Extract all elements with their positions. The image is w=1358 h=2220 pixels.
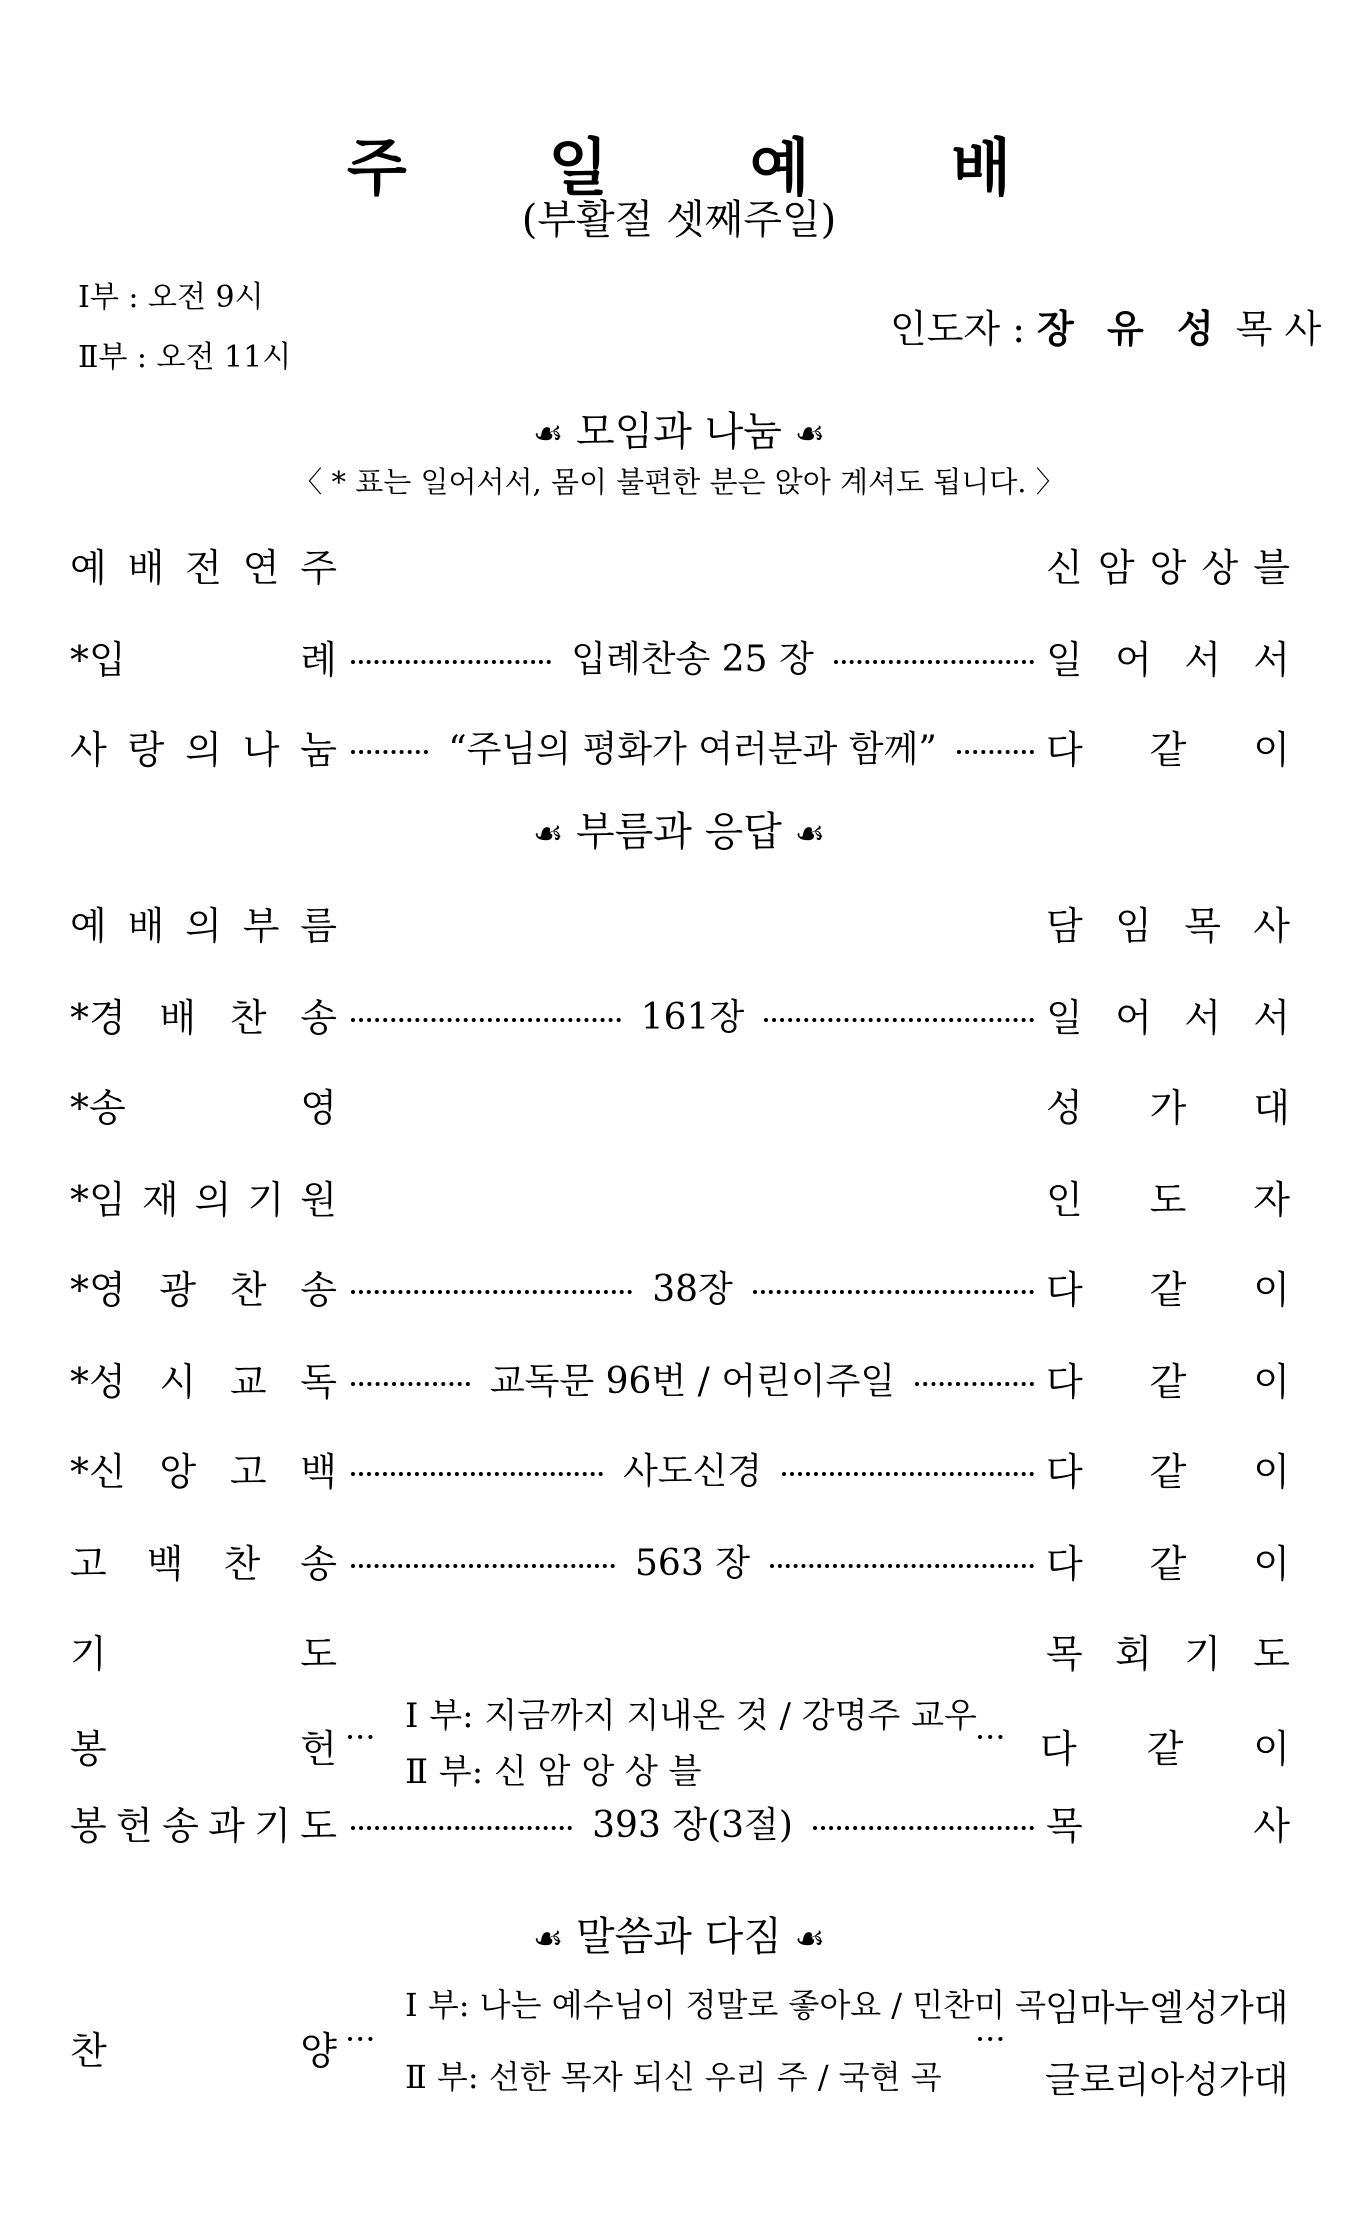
anthem-choir-1: 임마누엘성가대 (1045, 1988, 1289, 2029)
service-time-2: Ⅱ부 : 오전 11시 (78, 340, 292, 375)
anthem-line-2: Ⅱ 부: 선한 목자 되신 우리 주 / 국현 곡 (405, 2058, 942, 2096)
item-responsible: 다 같 이 (1046, 727, 1290, 772)
item-responsible: 다 같 이 (1046, 1449, 1290, 1494)
leader-title: 목 사 (1223, 307, 1322, 351)
ornament-icon: ☙ (794, 814, 826, 854)
item-name: 예 배 의 부 름 (70, 903, 337, 948)
item-name: *입 례 (70, 637, 337, 682)
item-responsible: 일 어 서 서 (1046, 995, 1290, 1040)
leader-name: 장 유 성 (1037, 306, 1224, 351)
ornament-icon: ☙ (794, 1919, 826, 1959)
item-responsible: 다 같 이 (1046, 1541, 1290, 1586)
offering-right: 다 같 이 (1040, 1727, 1290, 1771)
item-responsible: 목 사 (1046, 1803, 1290, 1848)
item-name: *성 시 교 독 (70, 1359, 337, 1404)
service-time-1: Ⅰ부 : 오전 9시 (78, 280, 264, 315)
anthem-lines (405, 1980, 1046, 2108)
item-responsible: 성 가 대 (1046, 1085, 1290, 1130)
section-gathering (0, 400, 1358, 457)
item-name: 예 배 전 연 주 (70, 545, 337, 590)
item-name: 고 백 찬 송 (70, 1541, 337, 1586)
offering-line-1: Ⅰ 부: 지금까지 지내온 것 / 강명주 교우 (405, 1696, 977, 1736)
item-responsible: 신 암 앙 상 블 (1046, 545, 1290, 590)
item-responsible: 인 도 자 (1046, 1177, 1290, 1222)
order-row (70, 1074, 1290, 1134)
item-detail: 38장 (652, 1268, 733, 1310)
item-responsible: 다 같 이 (1046, 1359, 1290, 1404)
order-row (70, 1438, 1290, 1498)
item-name: *영 광 찬 송 (70, 1267, 337, 1312)
standing-note: 〈 * 표는 일어서서, 몸이 불편한 분은 앉아 계셔도 됩니다. 〉 (293, 465, 1065, 499)
leader-label: 인도자 : (890, 307, 1038, 351)
item-name: 봉 헌 송 과 기 도 (70, 1803, 337, 1848)
item-responsible: 담 임 목 사 (1046, 903, 1290, 948)
item-detail: 563 장 (635, 1542, 750, 1584)
item-name: *송 영 (70, 1085, 337, 1130)
ornament-icon: ☙ (532, 814, 564, 854)
order-row (70, 1166, 1290, 1226)
item-responsible: 목 회 기 도 (1046, 1631, 1290, 1676)
section-title: 부름과 응답 (576, 809, 782, 855)
item-name: 사 랑 의 나 눔 (70, 727, 337, 772)
item-detail: 입례찬송 25 장 (571, 638, 814, 680)
order-row (70, 1620, 1290, 1680)
anthem-line-1: Ⅰ 부: 나는 예수님이 정말로 좋아요 / 민찬미 곡 (405, 1986, 1047, 2024)
ornament-icon: ☙ (794, 414, 826, 454)
item-responsible: 다 같 이 (1046, 1267, 1290, 1312)
page-subtitle: (부활절 셋째주일) (521, 197, 837, 243)
item-detail: 393 장(3절) (592, 1804, 793, 1846)
order-row (70, 1530, 1290, 1590)
order-row (70, 892, 1290, 952)
item-name: *임 재 의 기 원 (70, 1177, 337, 1222)
section-title: 모임과 나눔 (576, 409, 782, 455)
offering-lines (405, 1688, 977, 1800)
item-name: 봉 헌 (70, 1727, 337, 1771)
anthem-choir-2: 글로리아성가대 (1045, 2060, 1289, 2101)
order-row (70, 1348, 1290, 1408)
page-title: 주 일 예 배 (346, 131, 1072, 204)
item-detail: 161장 (640, 996, 745, 1038)
item-name: 기 도 (70, 1631, 337, 1676)
item-detail: “주님의 평화가 여러분과 함께” (448, 728, 937, 770)
ornament-icon: ☙ (532, 1919, 564, 1959)
item-name: *경 배 찬 송 (70, 995, 337, 1040)
order-row (70, 716, 1290, 776)
order-row (70, 1256, 1290, 1316)
anthem-row: 찬 양 ··· Ⅰ 부: 나는 예수님이 정말로 좋아요 / 민찬미 곡 Ⅱ 부: 선한 목자 되신 우리 주 / 국현 곡 ··· 임마누엘성가대 글로리아성가대 (70, 1980, 1290, 2120)
order-row (70, 626, 1290, 686)
section-word (0, 1905, 1358, 1962)
offering-line-2: Ⅱ 부: 신 암 앙 상 블 (405, 1752, 702, 1792)
order-row (70, 534, 1290, 594)
section-calling (0, 800, 1358, 857)
section-title: 말씀과 다짐 (576, 1914, 782, 1960)
item-detail: 교독문 96번 / 어린이주일 (489, 1360, 896, 1402)
item-name: *신 앙 고 백 (70, 1449, 337, 1494)
offering-row: 봉 헌 ··· Ⅰ 부: 지금까지 지내온 것 / 강명주 교우 Ⅱ 부: 신 암 앙 상 블 ··· 다 같 이 (70, 1688, 1290, 1808)
item-detail: 사도신경 (622, 1450, 763, 1492)
order-row (70, 984, 1290, 1044)
ornament-icon: ☙ (532, 414, 564, 454)
leader (890, 298, 1321, 353)
item-name: 찬 양 (70, 2029, 337, 2073)
item-responsible: 일 어 서 서 (1046, 637, 1290, 682)
